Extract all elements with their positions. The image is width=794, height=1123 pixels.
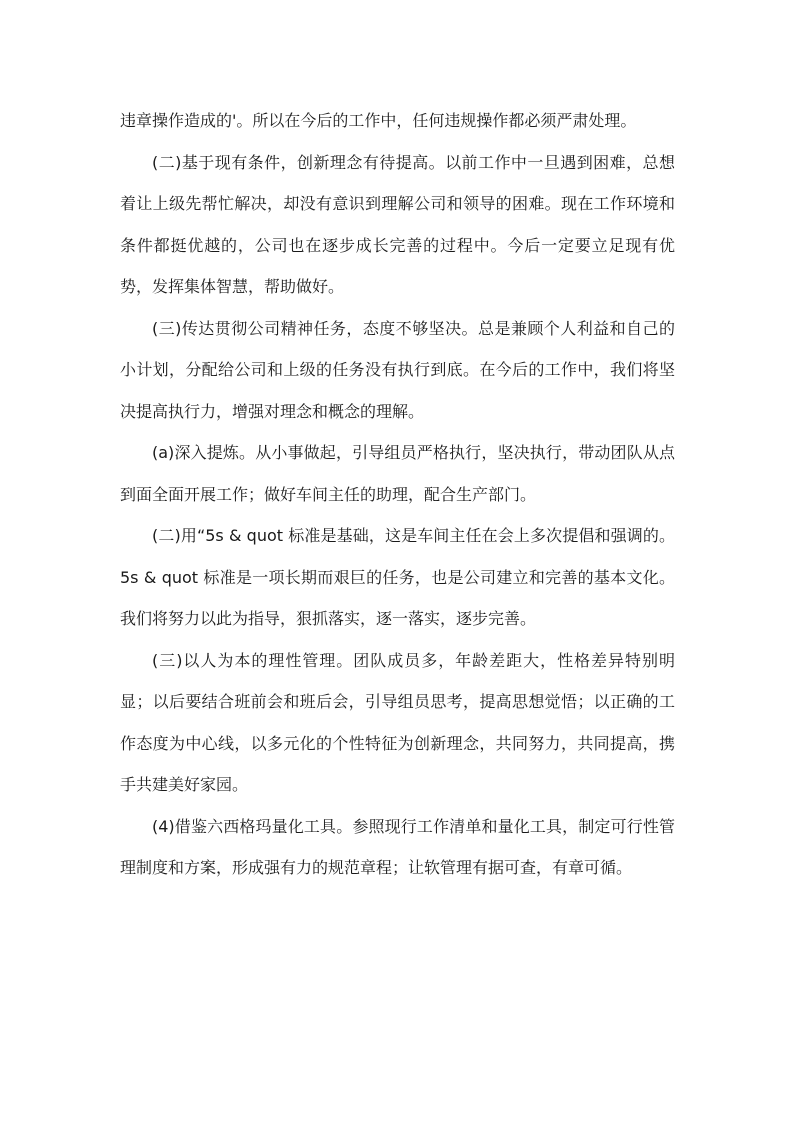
paragraph-5: (二)用“5s & quot 标准是基础，这是车间主任在会上多次提倡和强调的。5s & quot 标准是一项长期而艰巨的任务，也是公司建立和完善的基本文化。我们将努力以此为指导，狠抓落实，逐一落实，逐步完善。 (120, 526, 675, 628)
paragraph-7: (4)借鉴六西格玛量化工具。参照现行工作清单和量化工具，制定可行性管理制度和方案，形成强有力的规范章程；让软管理有据可查，有章可循。 (120, 816, 675, 877)
paragraph-6: (三)以人为本的理性管理。团队成员多，年龄差距大，性格差异特别明显；以后要结合班前会和班后会，引导组员思考，提高思想觉悟；以正确的工作态度为中心线，以多元化的个性特征为创新理念，共同努力，共同提高，携手共建美好家园。 (120, 650, 675, 794)
paragraph-4: (a)深入提炼。从小事做起，引导组员严格执行，坚决执行，带动团队从点到面全面开展工作；做好车间主任的助理，配合生产部门。 (120, 443, 675, 504)
document-body (120, 100, 675, 889)
paragraph-1: 违章操作造成的'。所以在今后的工作中，任何违规操作都必须严肃处理。 (120, 111, 637, 130)
paragraph-3: (三)传达贯彻公司精神任务，态度不够坚决。总是兼顾个人利益和自己的小计划，分配给公司和上级的任务没有执行到底。在今后的工作中，我们将坚决提高执行力，增强对理念和概念的理解。 (120, 318, 675, 421)
paragraph-2: (二)基于现有条件，创新理念有待提高。以前工作中一旦遇到困难，总想着让上级先帮忙解决，却没有意识到理解公司和领导的困难。现在工作环境和条件都挺优越的，公司也在逐步成长完善的过程中。今后一定要立足现有优势，发挥集体智慧，帮助做好。 (120, 152, 675, 296)
